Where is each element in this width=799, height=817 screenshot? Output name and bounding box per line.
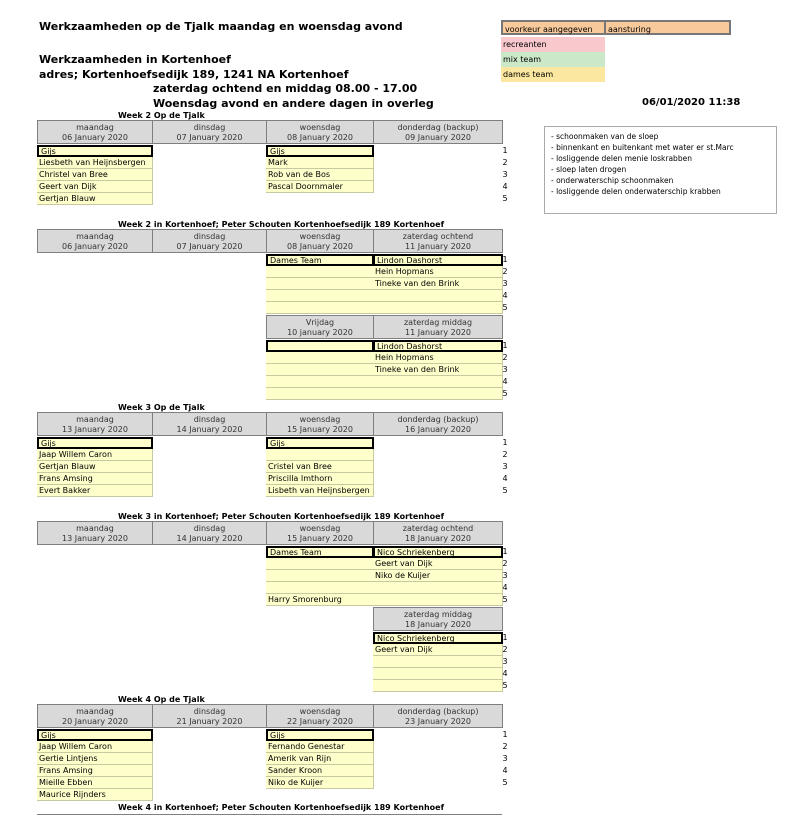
schedule-cell <box>373 376 503 388</box>
schedule-cell <box>373 680 503 692</box>
schedule-cell: Jaap Willem Caron <box>37 741 153 753</box>
row-number: 5 <box>502 194 508 203</box>
schedule-cell <box>266 364 374 376</box>
schedule-cell <box>266 449 374 461</box>
note-item: - binnenkant en buitenkant met water er st.Marc <box>551 143 734 152</box>
schedule-cell: Liesbeth van Heijnsbergen <box>37 157 153 169</box>
day-name: woensdag <box>299 524 341 533</box>
row-number: 3 <box>502 279 508 288</box>
schedule-cell <box>266 278 374 290</box>
schedule-cell: Gijs <box>266 729 374 741</box>
day-name: dinsdag <box>193 415 226 424</box>
row-number: 3 <box>502 657 508 666</box>
week-title: Week 3 Op de Tjalk <box>118 403 205 412</box>
row-number: 3 <box>502 170 508 179</box>
day-name: woensdag <box>299 232 341 241</box>
day-date: 15 January 2020 <box>287 534 353 543</box>
row-number: 3 <box>502 462 508 471</box>
row-number: 5 <box>502 778 508 787</box>
hours-wednesday: Woensdag avond en andere dagen in overleg <box>153 97 434 110</box>
row-number: 4 <box>502 583 508 592</box>
row-number: 4 <box>502 474 508 483</box>
row-number: 4 <box>502 766 508 775</box>
day-name: donderdag (backup) <box>397 707 479 716</box>
day-header <box>266 229 374 253</box>
day-name: maandag <box>76 415 114 424</box>
day-date: 18 January 2020 <box>405 534 471 543</box>
day-header <box>37 229 153 253</box>
address: adres; Kortenhoefsedijk 189, 1241 NA Kortenhoef <box>39 68 349 81</box>
note-item: - onderwaterschip schoonmaken <box>551 176 674 185</box>
schedule-cell <box>266 388 374 400</box>
day-header <box>266 315 374 339</box>
row-number: 1 <box>502 146 508 155</box>
schedule-cell: Mieille Ebben <box>37 777 153 789</box>
day-name: zaterdag middag <box>403 318 473 327</box>
schedule-cell: Amerik van Rijn <box>266 753 374 765</box>
day-header <box>373 229 503 253</box>
day-name: dinsdag <box>193 707 226 716</box>
schedule-cell <box>373 388 503 400</box>
legend-control: aansturing <box>604 20 731 35</box>
day-header <box>373 412 503 436</box>
note-item: - losliggende delen menie loskrabben <box>551 154 692 163</box>
schedule-cell: Mark <box>266 157 374 169</box>
row-number: 1 <box>502 438 508 447</box>
row-number: 3 <box>502 365 508 374</box>
schedule-cell: Geert van Dijk <box>373 558 503 570</box>
schedule-cell: Gertjan Blauw <box>37 461 153 473</box>
day-date: 14 January 2020 <box>176 425 243 434</box>
schedule-cell: Harry Smorenburg <box>266 594 374 606</box>
row-number: 2 <box>502 742 508 751</box>
row-number: 1 <box>502 730 508 739</box>
day-header <box>37 120 153 144</box>
schedule-cell: Hein Hopmans <box>373 266 503 278</box>
day-date: 23 January 2020 <box>405 717 471 726</box>
schedule-cell: Priscilla Imthorn <box>266 473 374 485</box>
day-name: woensdag <box>299 123 341 132</box>
row-number: 1 <box>502 547 508 556</box>
schedule-cell: Gijs <box>37 729 153 741</box>
day-header <box>373 315 503 339</box>
schedule-cell <box>373 302 503 314</box>
schedule-cell <box>266 266 374 278</box>
note-item: - schoonmaken van de sloep <box>551 132 659 141</box>
week-title: Week 3 in Kortenhoef; Peter Schouten Kortenhoefsedijk 189 Kortenhoef <box>118 512 445 521</box>
day-header <box>37 704 153 728</box>
schedule-cell: Jaap Willem Caron <box>37 449 153 461</box>
day-date: 13 January 2020 <box>62 425 128 434</box>
schedule-cell: Cristel van Bree <box>266 461 374 473</box>
schedule-cell <box>373 594 503 606</box>
day-header <box>373 607 503 631</box>
day-name: zaterdag ochtend <box>402 524 474 533</box>
day-name: donderdag (backup) <box>397 123 479 132</box>
schedule-cell <box>266 352 374 364</box>
day-name: donderdag (backup) <box>397 415 479 424</box>
schedule-cell: Gijs <box>266 437 374 449</box>
row-number: 4 <box>502 669 508 678</box>
day-header <box>373 120 503 144</box>
day-date: 10 january 2020 <box>287 328 353 337</box>
day-name: Vrijdag <box>305 318 335 327</box>
schedule-cell: Evert Bakker <box>37 485 153 497</box>
row-number: 1 <box>502 255 508 264</box>
day-header <box>373 704 503 728</box>
row-number: 4 <box>502 182 508 191</box>
schedule-cell: Nico Schriekenberg <box>373 546 503 558</box>
schedule-cell <box>373 656 503 668</box>
day-date: 18 January 2020 <box>405 620 471 629</box>
schedule-cell: Maurice Rijnders <box>37 789 153 801</box>
day-date: 14 January 2020 <box>176 534 243 543</box>
schedule-cell: Christel van Bree <box>37 169 153 181</box>
schedule-cell <box>266 558 374 570</box>
day-date: 16 January 2020 <box>405 425 471 434</box>
day-header <box>152 120 267 144</box>
day-date: 08 January 2020 <box>287 133 353 142</box>
note-item: - sloep laten drogen <box>551 165 627 174</box>
row-number: 5 <box>502 681 508 690</box>
day-date: 13 January 2020 <box>62 534 128 543</box>
day-header <box>152 521 267 545</box>
schedule-cell <box>266 570 374 582</box>
row-number: 2 <box>502 559 508 568</box>
schedule-cell: Hein Hopmans <box>373 352 503 364</box>
day-date: 06 January 2020 <box>62 133 128 142</box>
legend-mix: mix team <box>501 52 605 67</box>
day-header <box>266 120 374 144</box>
day-header <box>152 412 267 436</box>
week-title: Week 2 Op de Tjalk <box>118 111 205 120</box>
page-title: Werkzaamheden op de Tjalk maandag en woensdag avond <box>39 20 403 33</box>
day-header <box>37 521 153 545</box>
day-header <box>266 704 374 728</box>
row-number: 5 <box>502 595 508 604</box>
day-header <box>266 521 374 545</box>
row-number: 4 <box>502 291 508 300</box>
day-name: zaterdag middag <box>403 610 473 619</box>
schedule-cell: Niko de Kuijer <box>266 777 374 789</box>
row-number: 5 <box>502 389 508 398</box>
row-number: 3 <box>502 571 508 580</box>
schedule-cell: Fernando Genestar <box>266 741 374 753</box>
bottom-edge-line <box>37 814 502 815</box>
day-name: woensdag <box>299 707 341 716</box>
schedule-cell <box>373 582 503 594</box>
row-number: 2 <box>502 158 508 167</box>
schedule-cell <box>266 376 374 388</box>
day-header <box>152 704 267 728</box>
schedule-cell <box>373 668 503 680</box>
schedule-cell: Geert van Dijk <box>37 181 153 193</box>
task-notes <box>544 126 777 214</box>
day-name: dinsdag <box>193 524 226 533</box>
schedule-cell: Gijs <box>37 145 153 157</box>
schedule-cell: Gijs <box>37 437 153 449</box>
day-header <box>37 412 153 436</box>
row-number: 3 <box>502 754 508 763</box>
schedule-cell: Gertjan Blauw <box>37 193 153 205</box>
row-number: 4 <box>502 377 508 386</box>
day-name: woensdag <box>299 415 341 424</box>
row-number: 2 <box>502 450 508 459</box>
day-name: maandag <box>76 232 114 241</box>
schedule-cell: Dames Team <box>266 254 374 266</box>
schedule-cell: Dames Team <box>266 546 374 558</box>
row-number: 1 <box>502 633 508 642</box>
schedule-cell: Lindon Dashorst <box>373 254 503 266</box>
day-header <box>266 412 374 436</box>
legend-preference: voorkeur aangegeven <box>501 20 605 35</box>
day-name: maandag <box>76 524 114 533</box>
schedule-cell: Rob van de Bos <box>266 169 374 181</box>
schedule-cell: Nico Schriekenberg <box>373 632 503 644</box>
schedule-cell: Lindon Dashorst <box>373 340 503 352</box>
hours-saturday: zaterdag ochtend en middag 08.00 - 17.00 <box>153 82 418 95</box>
day-date: 06 January 2020 <box>62 242 128 251</box>
schedule-cell <box>266 290 374 302</box>
day-name: dinsdag <box>193 123 226 132</box>
schedule-cell: Gertie Lintjens <box>37 753 153 765</box>
schedule-cell: Frans Amsing <box>37 765 153 777</box>
schedule-cell: Lisbeth van Heijnsbergen <box>266 485 374 497</box>
day-date: 20 January 2020 <box>62 717 128 726</box>
schedule-cell <box>266 302 374 314</box>
schedule-cell: Tineke van den Brink <box>373 278 503 290</box>
row-number: 5 <box>502 486 508 495</box>
legend-ladies: dames team <box>501 67 605 82</box>
schedule-cell: Frans Amsing <box>37 473 153 485</box>
schedule-cell: Gijs <box>266 145 374 157</box>
week-title: Week 4 in Kortenhoef; Peter Schouten Kortenhoefsedijk 189 Kortenhoef <box>118 803 445 812</box>
day-date: 07 January 2020 <box>176 133 243 142</box>
day-name: dinsdag <box>193 232 226 241</box>
row-number: 2 <box>502 267 508 276</box>
day-date: 09 January 2020 <box>405 133 471 142</box>
schedule-cell: Tineke van den Brink <box>373 364 503 376</box>
day-date: 15 January 2020 <box>287 425 353 434</box>
day-header <box>373 521 503 545</box>
day-date: 22 January 2020 <box>287 717 353 726</box>
day-date: 21 January 2020 <box>176 717 243 726</box>
day-name: maandag <box>76 707 114 716</box>
row-number: 2 <box>502 645 508 654</box>
schedule-cell: Geert van Dijk <box>373 644 503 656</box>
note-item: - losliggende delen onderwaterschip krabben <box>551 187 721 196</box>
week-title: Week 2 in Kortenhoef; Peter Schouten Kortenhoefsedijk 189 Kortenhoef <box>118 220 445 229</box>
row-number: 1 <box>502 341 508 350</box>
schedule-cell: Pascal Doornmaler <box>266 181 374 193</box>
row-number: 2 <box>502 353 508 362</box>
schedule-cell <box>373 290 503 302</box>
schedule-cell <box>266 340 374 352</box>
schedule-cell: Sander Kroon <box>266 765 374 777</box>
day-date: 07 January 2020 <box>176 242 243 251</box>
schedule-cell: Niko de Kuijer <box>373 570 503 582</box>
legend-recreants: recreanten <box>501 37 605 52</box>
timestamp: 06/01/2020 11:38 <box>642 97 741 108</box>
day-date: 08 January 2020 <box>287 242 353 251</box>
schedule-cell <box>266 582 374 594</box>
day-name: zaterdag ochtend <box>402 232 474 241</box>
day-header <box>152 229 267 253</box>
subtitle: Werkzaamheden in Kortenhoef <box>39 53 231 66</box>
day-name: maandag <box>76 123 114 132</box>
day-date: 11 January 2020 <box>405 328 471 337</box>
day-date: 11 January 2020 <box>405 242 471 251</box>
row-number: 5 <box>502 303 508 312</box>
week-title: Week 4 Op de Tjalk <box>118 695 205 704</box>
